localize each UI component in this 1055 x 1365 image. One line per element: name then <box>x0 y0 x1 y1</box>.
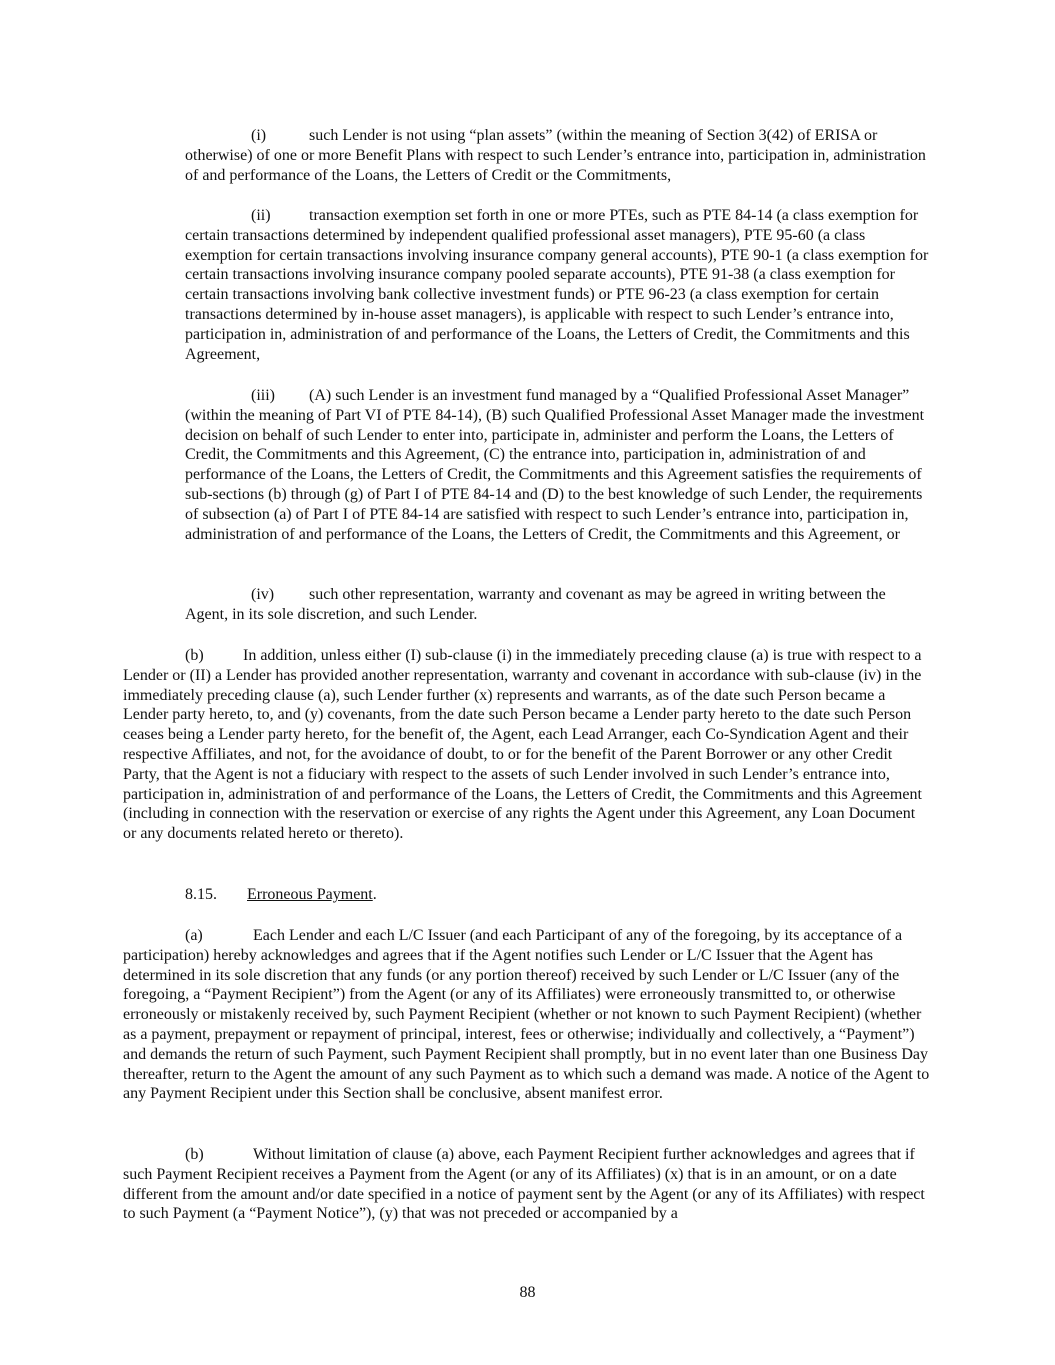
page-number: 88 <box>519 1284 536 1301</box>
payment-clause-a-label: (a) <box>185 927 203 944</box>
clause-i-text: such Lender is not using “plan assets” (within the meaning of Section 3(42) of ERISA or otherwise) of one or more Benefit Plans with respect to such Lender’s entrance into, participation in, administration of and performance of the Loans, the Letters of Credit or the Commitments, <box>185 127 926 184</box>
clause-b-paragraph <box>123 646 930 844</box>
clause-i-paragraph <box>185 126 930 185</box>
section-number: 8.15. <box>185 886 217 903</box>
clause-ii-text: transaction exemption set forth in one or more PTEs, such as PTE 84-14 (a class exemption for certain transactions determined by independent qualified professional asset managers), PTE 95-60 (a class exemption for certain transactions involving insurance company general accounts), PTE 90-1 (a class exemption for certain transactions involving insurance company pooled separate accounts), PTE 91-38 (a class exemption for certain transactions involving bank collective investment funds) or PTE 96-23 (a class exemption for certain transactions determined by in-house asset managers), is applicable with respect to such Lender’s entrance into, participation in, administration of and performance of the Loans, the Letters of Credit, the Commitments and this Agreement, <box>185 207 929 363</box>
payment-clause-b-text: Without limitation of clause (a) above, each Payment Recipient further acknowledges and agrees that if such Payment Recipient receives a Payment from the Agent (or any of its Affiliates) (x) that is in an amount, or on a date different from the amount and/or date specified in a notice of payment sent by the Agent (or any of its Affiliates) with respect to such Payment (a “Payment Notice”), (y) that was not preceded or accompanied by a <box>123 1146 925 1223</box>
clause-iii-label: (iii) <box>251 387 275 404</box>
payment-clause-b-paragraph <box>123 1145 930 1224</box>
clause-iv-paragraph <box>185 585 930 625</box>
payment-clause-a-text: Each Lender and each L/C Issuer (and each Participant of any of the foregoing, by its acceptance of a participation) hereby acknowledges and agrees that if the Agent notifies such Lender or L/C Issuer that the Agent has determined in its sole discretion that any funds (or any portion thereof) received by such Lender or L/C Issuer (any of the foregoing, a “Payment Recipient”) from the Agent (or any of its Affiliates) were erroneously transmitted to, or otherwise erroneously or mistakenly received by, such Payment Recipient (whether or not known to such Payment Recipient) (whether as a payment, prepayment or repayment of principal, interest, fees or otherwise; individually and collectively, a “Payment”) and demands the return of such Payment, such Payment Recipient shall promptly, but in no event later than one Business Day thereafter, return to the Agent the amount of any such Payment as to which such a demand was made. A notice of the Agent to any Payment Recipient under this Section shall be conclusive, absent manifest error. <box>123 927 930 1103</box>
clause-b-text: In addition, unless either (I) sub-clause (i) in the immediately preceding clause (a) is true with respect to a Lender or (II) a Lender has provided another representation, warranty and covenant in accordance with sub-clause (iv) in the immediately preceding clause (a), such Lender further (x) represents and warrants, as of the date such Person became a Lender party hereto, to, and (y) covenants, from the date such Person became a Lender party hereto to the date such Person ceases being a Lender party hereto, for the benefit of, the Agent, each Lead Arranger, each Co-Syndication Agent and their respective Affiliates, and not, for the avoidance of doubt, to or for the benefit of the Parent Borrower or any other Credit Party, that the Agent is not a fiduciary with respect to the assets of such Lender involved in such Lender’s entrance into, participation in, administration of and performance of the Loans, the Letters of Credit, the Commitments and this Agreement (including in connection with the reservation or exercise of any rights the Agent under this Agreement, any Loan Document or any documents related hereto or thereto). <box>123 647 922 843</box>
clause-b-label: (b) <box>185 647 204 664</box>
clause-iv-label: (iv) <box>251 586 275 603</box>
payment-clause-a-paragraph <box>123 926 930 1104</box>
clause-iv-text: such other representation, warranty and covenant as may be agreed in writing between the Agent, in its sole discretion, and such Lender. <box>185 586 886 623</box>
clause-iii-paragraph <box>185 386 930 544</box>
clause-ii-paragraph <box>185 206 930 364</box>
section-title: Erroneous Payment <box>247 886 373 903</box>
clause-ii-label: (ii) <box>251 207 271 224</box>
section-heading <box>123 885 930 905</box>
payment-clause-b-label: (b) <box>185 1146 204 1163</box>
section-title-period: . <box>372 886 377 903</box>
clause-i-label: (i) <box>251 127 267 144</box>
clause-iii-text: (A) such Lender is an investment fund managed by a “Qualified Professional Asset Manager” (within the meaning of Part VI of PTE 84-14), (B) such Qualified Professional Asset Manager made the investment decision on behalf of such Lender to enter into, participate in, administer and perform the Loans, the Letters of Credit, the Commitments and this Agreement, (C) the entrance into, participation in, administration of and performance of the Loans, the Letters of Credit, the Commitments and this Agreement satisfies the requirements of sub-sections (b) through (g) of Part I of PTE 84-14 and (D) to the best knowledge of such Lender, the requirements of subsection (a) of Part I of PTE 84-14 are satisfied with respect to such Lender’s entrance into, participation in, administration of and performance of the Loans, the Letters of Credit, the Commitments and this Agreement, or <box>185 387 925 543</box>
